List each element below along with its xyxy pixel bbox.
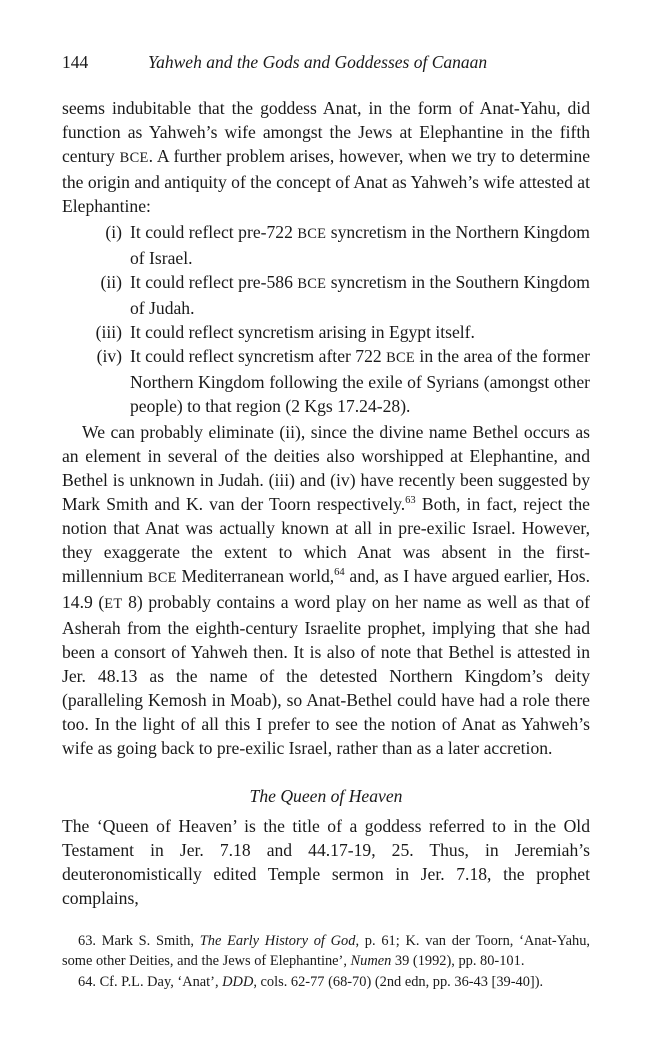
text-span: and, as I have argued earlier, Hos. 14.9 ( (62, 566, 590, 612)
list-item (62, 220, 590, 270)
page-number: 144 (62, 52, 89, 72)
text-span: syncretism in the Southern Kingdom of Judah. (130, 272, 590, 318)
italic-title: The Early History of God (199, 933, 356, 949)
list-number: (iv) (96, 346, 122, 366)
paragraph-3: The ‘Queen of Heaven’ is the title of a goddess referred to in the Old Testament in Jer. 7.18 and 44.17-19, 25. Thus, in Jeremiah’s deuteronomistically edited Temple sermon in Jer. 7.18, the prophet complains, (62, 816, 590, 908)
footnote-64 (62, 973, 590, 993)
text-span: It could reflect syncretism arising in Egypt itself. (130, 322, 475, 342)
main-text (62, 96, 590, 910)
list-number: (ii) (100, 272, 122, 292)
text-span: It could reflect syncretism after 722 (130, 346, 387, 366)
footnote-63 (62, 932, 590, 971)
list-item (62, 344, 590, 418)
text-span: Mediterranean world, (176, 566, 335, 586)
text-span: , p. 61; K. van der Toorn, ‘Anat-Yahu, some other Deities, and the Jews of Elephantine’, (62, 933, 590, 969)
paragraph-2 (62, 420, 590, 760)
small-caps: BCE (297, 276, 327, 292)
book-page (62, 52, 590, 995)
list-text (130, 220, 590, 270)
running-title: Yahweh and the Gods and Goddesses of Canaan (148, 52, 488, 72)
text-span: It could reflect pre-586 (130, 272, 298, 292)
small-caps: BCE (147, 570, 177, 586)
list-item (62, 270, 590, 320)
footnote-ref-63: 63 (405, 495, 416, 507)
text-span: 63. Mark S. Smith, (78, 933, 200, 949)
italic-title: DDD (222, 974, 254, 990)
footnote-ref-64: 64 (334, 567, 345, 579)
footnotes (62, 932, 590, 993)
small-caps: BCE (119, 150, 149, 166)
list-item (62, 320, 590, 344)
section-heading: The Queen of Heaven (249, 786, 403, 806)
list-number: (iii) (95, 322, 122, 342)
text-span: . A further problem arises, however, when we try to determine the origin and antiquity of the concept of Anat as Yahweh’s wife attested at Elephantine: (62, 146, 591, 216)
list-number: (i) (105, 222, 122, 242)
text-span: 64. Cf. P.L. Day, ‘Anat’, (78, 974, 223, 990)
text-span: 8) probably contains a word play on her name as well as that of Asherah from the eighth-century Israelite prophet, implying that she had been a consort of Yahweh then. It is also of note that Bethel is attested in Jer. 48.13 as the name of the detested Northern Kingdom’s deity (paralleling Kemosh in Moab), so Anat-Bethel could have had a role there too. In the light of all this I prefer to see the notion of Anat as Yahweh’s wife as going back to pre-exilic Israel, rather than as a later accretion. (62, 592, 590, 758)
text-span: 39 (1992), pp. 80-101. (391, 952, 525, 969)
italic-title: Numen (350, 952, 392, 969)
small-caps: ET (104, 596, 123, 612)
text-span: in the area of the former Northern Kingdom following the exile of Syrians (amongst other people) to that region (2 Kgs 17.24-28). (130, 346, 590, 416)
syncretism-list (62, 220, 590, 418)
text-span: It could reflect pre-722 (130, 222, 298, 242)
text-span: We can probably eliminate (ii), since the divine name Bethel occurs as an element in several of the deities also worshipped at Elephantine, and Bethel is unknown in Judah. (iii) and (iv) have recently been suggested by Mark Smith and K. van der Toorn respectively. (62, 422, 590, 514)
text-span: Both, in fact, reject the notion that Anat was actually known at all in pre-exilic Israel. However, they exaggerate the extent to which Anat was absent in the first-millennium (62, 494, 590, 586)
list-text (130, 344, 590, 418)
text-span: seems indubitable that the goddess Anat, in the form of Anat-Yahu, did function as Yahweh’s wife amongst the Jews at Elephantine in the fifth century (62, 98, 590, 166)
paragraph-1 (62, 96, 590, 218)
small-caps: BCE (297, 226, 327, 242)
list-text (130, 270, 590, 320)
running-header (62, 52, 590, 76)
list-text (130, 320, 590, 344)
text-span: syncretism in the Northern Kingdom of Israel. (130, 222, 590, 268)
text-span: , cols. 62-77 (68-70) (2nd edn, pp. 36-43 [39-40]). (253, 974, 544, 990)
small-caps: BCE (386, 350, 416, 366)
